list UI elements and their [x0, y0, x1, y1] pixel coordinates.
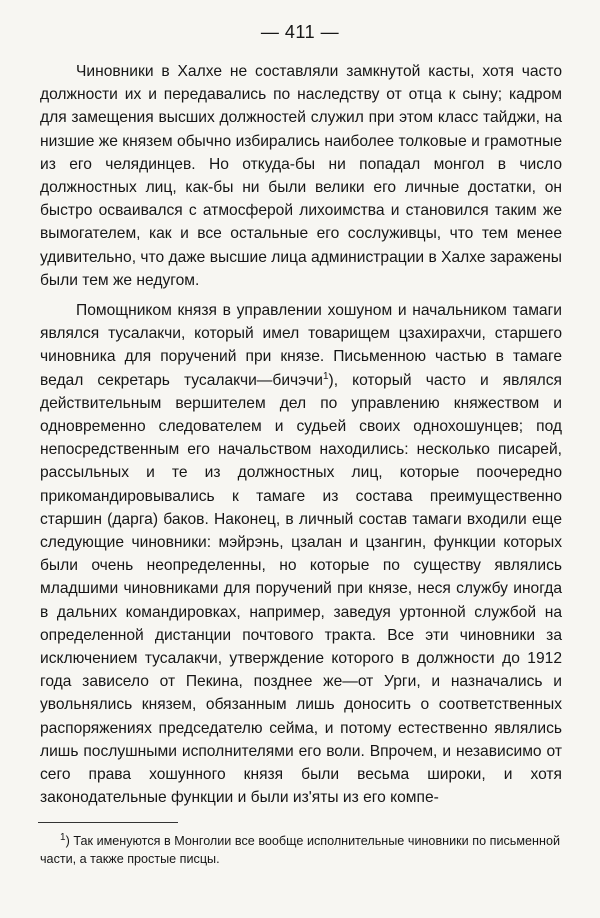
paragraph-2: [40, 299, 562, 809]
footnote: [40, 832, 560, 868]
footnote-text: ) Так именуются в Монголии все вообще исполнительные чиновники по письменной части, а также простые писцы.: [40, 834, 560, 866]
page-number: — 411 —: [260, 22, 340, 42]
footnote-mark: 1: [60, 831, 66, 843]
paragraph-2-part-1: Помощником князя в управлении хошуном и начальником тамаги являлся тусалакчи, который имел товарищем цзахирахчи, старшего чиновника для поручений при князе. Письменною частью в тамаге ведал секретарь тусалакчи—бичэчи: [40, 302, 562, 389]
footnote-reference: 1: [322, 370, 329, 382]
paragraph-1: Чиновники в Халхе не составляли замкнутой касты, хотя часто должности их и передавались по наследству от отца к сыну; кадром для замещения высших должностей служил при этом класс тайджи, на низшие же князем обычно избирались наиболее толковые и грамотные из его челядинцев. Но откуда-бы ни попадал монгол в число должностных лиц, как-бы ни были велики его личные достатки, он быстро осваивался с атмосферой лихоимства и становился таким же вымогателем, как и все остальные его сослуживцы, что тем менее удивительно, что даже высшие лица администрации в Халхе заражены были тем же недугом.: [40, 63, 562, 289]
paragraph-2-part-2: ), который часто и являлся действительным вершителем дел по управлению княжеством и одновременно следователем и судьей своих однохошунцев; под непосредственным его начальством находились: несколько писарей, рассыльных и те из должностных лиц, которые поочередно прикомандировывались к тамаге из состава преимущественно старшин (дарга) баков. Наконец, в личный состав тамаги входили еще следующие чиновники: мэйрэнь, цзалан и цзангин, функции которых были очень неопределенны, но которые по существу являлись младшими чиновниками для поручений при князе, неся службу иногда в дальних командировках, например, заведуя уртонной службой на определенной дистанции почтового тракта. Все эти чиновники за исключением тусалакчи, утверждение которого в должности до 1912 года зависело от Пекина, позднее же—от Урги, и назначались и увольнялись князем, обязанным лишь доносить о соответственных распоряжениях председателю сейма, и потому естественно являлись лишь послушными исполнителями его воли. Впрочем, и независимо от сего права хошунного князя были весьма широки, и хотя законодательные функции и были из'яты из его компе-: [40, 371, 562, 807]
footnote-divider: [38, 822, 178, 823]
body-text: [40, 60, 562, 810]
